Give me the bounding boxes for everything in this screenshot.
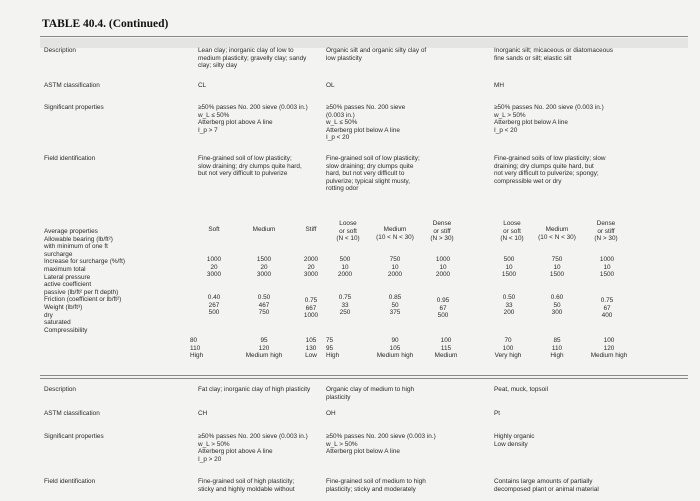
g2-lateral-medium: 0.85 50 375	[388, 294, 402, 317]
g1-bearing-medium: 1500 20 3000	[256, 256, 272, 279]
desc-ol: Organic silt and organic silty clay of low plasticity	[326, 47, 427, 62]
astm-ch: CH	[198, 410, 208, 417]
field-oh: Fine-grained soil of medium to high plasticity; sticky and moderately	[326, 478, 426, 493]
g2-head-medium: Medium (10 < N < 30)	[376, 226, 414, 241]
g3-lateral-dense: 0.75 67 400	[600, 297, 614, 320]
field-pt: Contains large amounts of partially decomposed plant or animal material	[494, 478, 599, 493]
g3-bearing-dense: 1000 10 1500	[599, 256, 615, 279]
g1-weight-stiff: 105 130 Low	[305, 337, 317, 360]
field-cl: Fine-grained soil of low plasticity; slow draining; dry clumps quite hard, but not very difficult to pulverize	[198, 155, 302, 178]
g3-head-medium: Medium (10 < N < 30)	[538, 226, 576, 241]
desc-oh: Organic clay of medium to high plasticity	[326, 386, 415, 401]
sig-mh: ≥50% passes No. 200 sieve (0.003 in.) w_L > 50% Atterberg plot below A line I_p < 20	[494, 104, 604, 134]
g3-bearing-loose: 500 10 1500	[501, 256, 517, 279]
sig-ch: ≥50% passes No. 200 sieve (0.003 in.) w_L > 50% Atterberg plot above A line I_p > 20	[198, 433, 308, 463]
separator-rule	[40, 375, 688, 376]
g1-head-medium: Medium	[252, 226, 276, 233]
astm-oh: OH	[326, 410, 336, 417]
sig-oh: ≥50% passes No. 200 sieve (0.003 in.) w_L > 50% Atterberg plot below A line	[326, 433, 436, 456]
g1-bearing-soft: 1000 20 3000	[206, 256, 222, 279]
g3-lateral-loose: 0.50 33 200	[502, 294, 516, 317]
g2-weight-loose: 75 95 High	[326, 337, 340, 360]
g3-weight-medium: 85 110 High	[550, 337, 564, 360]
sig-ol: ≥50% passes No. 200 sieve (0.003 in.) w_L ≤ 50% Atterberg plot below A line I_p < 20	[326, 104, 406, 142]
g2-head-dense: Dense or stiff (N > 30)	[430, 220, 454, 243]
g2-lateral-dense: 0.95 67 500	[436, 297, 450, 320]
separator-rule-2	[40, 378, 688, 379]
row-label-significant-2: Significant properties	[44, 433, 104, 440]
g1-bearing-stiff: 2000 20 3000	[303, 256, 319, 279]
row-label-astm: ASTM classification	[44, 82, 100, 89]
astm-ol: OL	[326, 82, 335, 89]
g1-head-stiff: Stiff	[305, 226, 317, 233]
row-label-description: Description	[44, 47, 76, 54]
desc-mh: Inorganic silt; micaceous or diatomaceous fine sands or silt; elastic silt	[494, 47, 613, 62]
g3-lateral-medium: 0.60 50 300	[550, 294, 564, 317]
astm-cl: CL	[198, 82, 207, 89]
row-label-field-2: Field identification	[44, 478, 96, 485]
g2-bearing-medium: 750 10 2000	[387, 256, 403, 279]
row-label-average: Average properties Allowable bearing (lb/ft²) with minimum of one ft surcharge Increase for surcharge (%/ft) maximum total Lateral pressure active coefficient passive (lb/ft² per ft depth) Friction (coefficient or lb/ft²) Weight (lb/ft³) dry saturated Compressibility	[44, 228, 125, 334]
g3-head-dense: Dense or stiff (N > 30)	[594, 220, 618, 243]
g1-weight-medium: 95 120 Medium high	[245, 337, 283, 360]
row-label-significant: Significant properties	[44, 104, 104, 111]
g2-head-loose: Loose or soft (N < 10)	[336, 220, 360, 243]
g1-head-soft: Soft	[208, 226, 220, 233]
row-label-description-2: Description	[44, 386, 76, 393]
g1-lateral-stiff: 0.75 667 1000	[303, 297, 319, 320]
g1-lateral-soft: 0.40 267 500	[207, 294, 221, 317]
sig-pt: Highly organic Low density	[494, 433, 535, 448]
g3-weight-loose: 70 100 Very high	[494, 337, 522, 360]
g2-bearing-loose: 500 10 2000	[337, 256, 353, 279]
row-label-astm-2: ASTM classification	[44, 410, 100, 417]
g2-bearing-dense: 1000 10 2000	[435, 256, 451, 279]
g3-head-loose: Loose or soft (N < 10)	[500, 220, 524, 243]
g2-weight-medium: 90 105 Medium high	[376, 337, 414, 360]
table-title: TABLE 40.4. (Continued)	[42, 18, 169, 30]
desc-cl: Lean clay; inorganic clay of low to medium plasticity; gravelly clay; sandy clay; silty clay	[198, 47, 307, 70]
field-ol: Fine-grained soil of low plasticity; slow draining; dry clumps quite hard, but not very difficult to pulverize; typical slight musty, rotting odor	[326, 155, 420, 193]
g3-bearing-medium: 750 10 1500	[549, 256, 565, 279]
top-rule	[40, 36, 688, 37]
sig-cl: ≥50% passes No. 200 sieve (0.003 in.) w_L ≤ 50% Atterberg plot above A line I_p > 7	[198, 104, 308, 134]
field-mh: Fine-grained soils of low plasticity; slow draining; dry clumps quite hard, but not very difficult to pulverize; spongy; compressible wet or dry	[494, 155, 606, 185]
astm-mh: MH	[494, 82, 504, 89]
g3-weight-dense: 100 120 Medium high	[590, 337, 628, 360]
g1-weight-soft: 80 110 High	[190, 337, 204, 360]
g1-lateral-medium: 0.50 467 750	[257, 294, 271, 317]
g2-weight-dense: 100 115 Medium	[434, 337, 458, 360]
g2-lateral-loose: 0.75 33 250	[338, 294, 352, 317]
field-ch: Fine-grained soil of high plasticity; sticky and highly moldable without	[198, 478, 295, 493]
astm-pt: Pt	[494, 410, 501, 417]
desc-ch: Fat clay; inorganic clay of high plasticity	[198, 386, 311, 393]
desc-pt: Peat, muck, topsoil	[494, 386, 548, 393]
row-label-field: Field identification	[44, 155, 96, 162]
